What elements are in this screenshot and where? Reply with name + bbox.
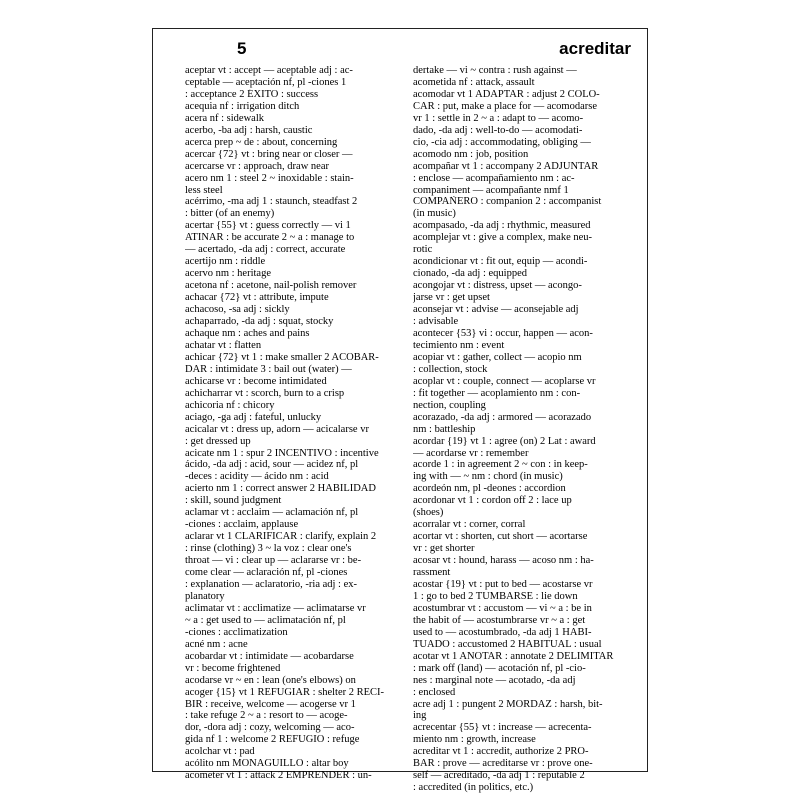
entry-line: acera nf : sidewalk bbox=[185, 112, 265, 124]
entry-line: : enclose — acompañamiento nm : ac- bbox=[413, 172, 575, 184]
entry-line: acotar vt 1 ANOTAR : annotate 2 DELIMITAR bbox=[413, 650, 614, 662]
entry-line: -deces : acidity — ácido nm : acid bbox=[185, 471, 329, 483]
entry-line: ~ a : get used to — aclimatación nf, pl bbox=[185, 614, 346, 626]
entry-line: acomodar vt 1 ADAPTAR : adjust 2 COLO- bbox=[413, 88, 600, 100]
entry-line: rassment bbox=[413, 567, 451, 579]
entry-line: acre adj 1 : pungent 2 MORDAZ : harsh, bit- bbox=[413, 698, 603, 710]
entry-line: vr 1 : settle in 2 ~ a : adapt to — acomo- bbox=[413, 112, 584, 124]
entry-line: acompañar vt 1 : accompany 2 ADJUNTAR bbox=[413, 160, 599, 172]
entry-line: 1 : go to bed 2 TUMBARSE : lie down bbox=[413, 590, 578, 602]
entry-line: achacar {72} vt : attribute, impute bbox=[185, 292, 329, 304]
entry-line: cio, -cia adj : accommodating, obliging — bbox=[413, 136, 591, 148]
entry-line: acontecer {53} vi : occur, happen — acon- bbox=[413, 327, 593, 339]
entry-line: (shoes) bbox=[413, 507, 444, 519]
entry-line: — acordarse vr : remember bbox=[413, 447, 529, 459]
entry-line: : collection, stock bbox=[413, 363, 488, 375]
entry-line: acobardar vt : intimidate — acobardarse bbox=[185, 650, 354, 662]
entry-line: acostar {19} vt : put to bed — acostarse vr bbox=[413, 578, 593, 590]
entry-line: nection, coupling bbox=[413, 399, 486, 411]
entry-line: acervo nm : heritage bbox=[185, 268, 271, 280]
entry-line: tecimiento nm : event bbox=[413, 339, 505, 351]
entry-line: : advisable bbox=[413, 316, 459, 328]
entry-line: : enclosed bbox=[413, 686, 456, 698]
entry-line: : take refuge 2 ~ a : resort to — acoge- bbox=[185, 710, 348, 722]
entry-line: achaque nm : aches and pains bbox=[185, 327, 310, 339]
entry-line: acosar vt : hound, harass — acoso nm : ha- bbox=[413, 555, 594, 567]
entry-line: ing with — ~ nm : chord (in music) bbox=[413, 471, 563, 483]
entry-line: rotic bbox=[413, 244, 433, 256]
entry-line: aclamar vt : acclaim — aclamación nf, pl bbox=[185, 507, 359, 519]
entry-line: -ciones : acclaim, applause bbox=[185, 519, 299, 531]
entry-line: jarse vr : get upset bbox=[413, 292, 490, 304]
entry-line: acometida nf : attack, assault bbox=[413, 76, 535, 88]
entry-line: aclarar vt 1 CLARIFICAR : clarify, explain 2 bbox=[185, 531, 377, 543]
entry-line: : accredited (in politics, etc.) bbox=[413, 782, 534, 794]
entry-line: achicar {72} vt 1 : make smaller 2 ACOBAR- bbox=[185, 351, 379, 363]
entry-line: cionado, -da adj : equipped bbox=[413, 268, 528, 280]
entry-line: BIR : receive, welcome — acogerse vr 1 bbox=[185, 698, 356, 710]
entry-line: achacoso, -sa adj : sickly bbox=[185, 304, 290, 316]
entry-line: vr : get shorter bbox=[413, 543, 475, 555]
entry-line: ATINAR : be accurate 2 ~ a : manage to bbox=[185, 232, 355, 244]
entry-line: TUADO : accustomed 2 HABITUAL : usual bbox=[413, 638, 602, 650]
entry-line: CAR : put, make a place for — acomodarse bbox=[413, 100, 597, 112]
entry-line: the habit of — acostumbrarse vr ~ a : get bbox=[413, 614, 586, 626]
entry-line: -ciones : acclimatization bbox=[185, 626, 288, 638]
entry-line: gida nf 1 : welcome 2 REFUGIO : refuge bbox=[185, 734, 360, 746]
entry-line: COMPAÑERO : companion 2 : accompanist bbox=[413, 196, 602, 208]
entry-line: acometer vt 1 : attack 2 EMPRENDER : un- bbox=[185, 770, 372, 782]
entry-line: ácido, -da adj : acid, sour — acidez nf, pl bbox=[185, 459, 359, 471]
entry-line: BAR : prove — acreditarse vr : prove one- bbox=[413, 758, 593, 770]
guide-word: acreditar bbox=[559, 39, 631, 58]
entry-line: acondicionar vt : fit out, equip — acondi- bbox=[413, 256, 588, 268]
page-number: 5 bbox=[237, 39, 247, 58]
entry-line: acordonar vt 1 : cordon off 2 : lace up bbox=[413, 495, 572, 507]
entry-line: acné nm : acne bbox=[185, 638, 248, 650]
entry-line: : acceptance 2 ÉXITO : success bbox=[185, 88, 319, 100]
entry-line: aceptar vt : accept — aceptable adj : ac- bbox=[185, 65, 353, 76]
entry-line: : bitter (of an enemy) bbox=[185, 208, 275, 220]
entry-line: companiment — acompañante nmf 1 bbox=[413, 184, 569, 196]
entry-line: dado, -da adj : well-to-do — acomodati- bbox=[413, 124, 583, 136]
entry-line: (in music) bbox=[413, 208, 456, 220]
entry-line: planatory bbox=[185, 590, 225, 602]
entry-line: dor, -dora adj : cozy, welcoming — aco- bbox=[185, 722, 355, 734]
entry-line: acortar vt : shorten, cut short — acortarse bbox=[413, 531, 588, 543]
entry-line: nm : battleship bbox=[413, 423, 476, 435]
entry-line: DAR : intimidate 3 : bail out (water) — bbox=[185, 363, 352, 375]
entry-line: acorde 1 : in agreement 2 ~ con : in keep- bbox=[413, 459, 588, 471]
entry-line: used to — acostumbrado, -da adj 1 HABI- bbox=[413, 626, 592, 638]
entry-line: acodarse vr ~ en : lean (one's elbows) on bbox=[185, 674, 356, 686]
entry-line: acoger {15} vt 1 REFUGIAR : shelter 2 RECI- bbox=[185, 686, 385, 698]
entry-line: come clear — aclaración nf, pl -ciones bbox=[185, 567, 348, 579]
entry-line: acero nm 1 : steel 2 ~ inoxidable : stain- bbox=[185, 172, 354, 184]
entry-line: vr : become frightened bbox=[185, 662, 281, 674]
entry-line: acomplejar vt : give a complex, make neu- bbox=[413, 232, 593, 244]
entry-line: acorralar vt : corner, corral bbox=[413, 519, 526, 531]
entry-line: acopiar vt : gather, collect — acopio nm bbox=[413, 351, 582, 363]
entry-line: : rinse (clothing) 3 ~ la voz : clear one's bbox=[185, 543, 352, 555]
entry-line: acercarse vr : approach, draw near bbox=[185, 160, 329, 172]
entry-line: dertake — vi ~ contra : rush against — bbox=[413, 65, 577, 76]
right-column bbox=[413, 65, 635, 794]
entry-line: achaparrado, -da adj : squat, stocky bbox=[185, 316, 334, 328]
entry-line: acierto nm 1 : correct answer 2 HABILIDAD bbox=[185, 483, 376, 495]
entry-line: ing bbox=[413, 710, 427, 722]
entry-line: acreditar vt 1 : accredit, authorize 2 PRO- bbox=[413, 746, 589, 758]
entry-line: acostumbrar vt : accustom — vi ~ a : be in bbox=[413, 602, 592, 614]
entry-line: achicharrar vt : scorch, burn to a crisp bbox=[185, 387, 345, 399]
entry-line: aciago, -ga adj : fateful, unlucky bbox=[185, 411, 322, 423]
entry-line: achicarse vr : become intimidated bbox=[185, 375, 327, 387]
entry-line: : explanation — aclaratorio, -ria adj : ex- bbox=[185, 578, 358, 590]
entry-line: aclimatar vt : acclimatize — aclimatarse vr bbox=[185, 602, 366, 614]
entry-line: aconsejar vt : advise — aconsejable adj bbox=[413, 304, 579, 316]
entry-line: achatar vt : flatten bbox=[185, 339, 262, 351]
entry-line: : skill, sound judgment bbox=[185, 495, 282, 507]
entry-line: — acertado, -da adj : correct, accurate bbox=[185, 244, 346, 256]
entry-line: acoplar vt : couple, connect — acoplarse vr bbox=[413, 375, 596, 387]
entry-line: self — acreditado, -da adj 1 : reputable 2 bbox=[413, 770, 585, 782]
entry-line: achicoria nf : chicory bbox=[185, 399, 275, 411]
dictionary-page bbox=[152, 28, 648, 794]
entry-line: acercar {72} vt : bring near or closer — bbox=[185, 148, 353, 160]
entry-line: acomodo nm : job, position bbox=[413, 148, 529, 160]
entry-line: acolchar vt : pad bbox=[185, 746, 255, 758]
entry-line: acongojar vt : distress, upset — acongo- bbox=[413, 280, 582, 292]
entry-line: acerbo, -ba adj : harsh, caustic bbox=[185, 124, 313, 136]
entry-line: acicate nm 1 : spur 2 INCENTIVO : incentive bbox=[185, 447, 379, 459]
entry-line: acorazado, -da adj : armored — acorazado bbox=[413, 411, 592, 423]
entry-line: : fit together — acoplamiento nm : con- bbox=[413, 387, 581, 399]
entry-line: less steel bbox=[185, 184, 223, 196]
entry-line: acerca prep ~ de : about, concerning bbox=[185, 136, 338, 148]
entry-line: acertar {55} vt : guess correctly — vi 1 bbox=[185, 220, 351, 232]
entry-line: acérrimo, -ma adj 1 : staunch, steadfast 2 bbox=[185, 196, 358, 208]
entry-line: acompasado, -da adj : rhythmic, measured bbox=[413, 220, 591, 232]
page-header bbox=[185, 39, 635, 61]
entry-line: acequia nf : irrigation ditch bbox=[185, 100, 300, 112]
entry-line: acordar {19} vt 1 : agree (on) 2 Lat : award bbox=[413, 435, 596, 447]
entry-line: acicalar vt : dress up, adorn — acicalarse vr bbox=[185, 423, 369, 435]
entry-line: acetona nf : acetone, nail-polish remover bbox=[185, 280, 357, 292]
entry-line: : get dressed up bbox=[185, 435, 251, 447]
entry-line: nes : marginal note — acotado, -da adj bbox=[413, 674, 576, 686]
entry-line: acordeón nm, pl -deones : accordion bbox=[413, 483, 566, 495]
entry-line: ceptable — aceptación nf, pl -ciones 1 bbox=[185, 76, 347, 88]
entry-line: acrecentar {55} vt : increase — acrecenta- bbox=[413, 722, 592, 734]
left-column bbox=[185, 65, 395, 782]
entry-line: miento nm : growth, increase bbox=[413, 734, 536, 746]
entry-line: throat — vi : clear up — aclararse vr : be- bbox=[185, 555, 362, 567]
entry-line: acólito nm MONAGUILLO : altar boy bbox=[185, 758, 349, 770]
entry-line: acertijo nm : riddle bbox=[185, 256, 266, 268]
entry-line: : mark off (land) — acotación nf, pl -cio- bbox=[413, 662, 586, 674]
